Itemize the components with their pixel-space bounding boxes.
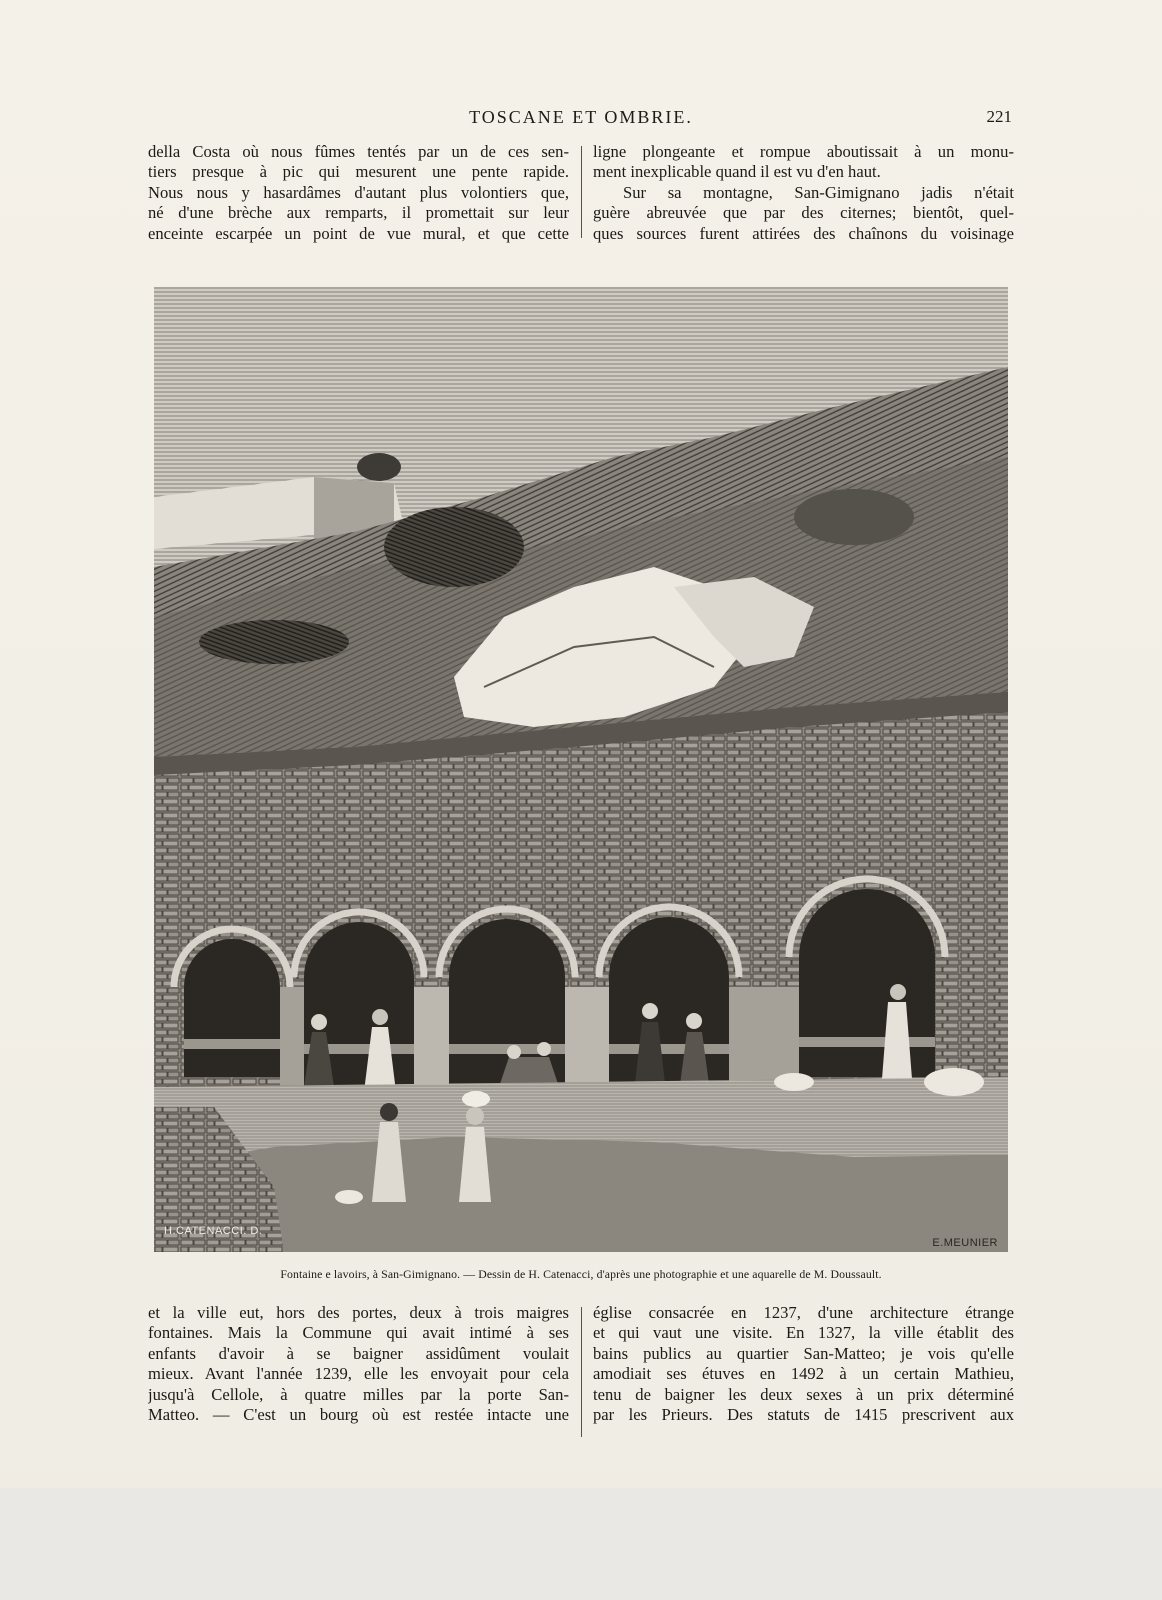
text-line: enceinte escarpée un point de vue mural, et que cette: [148, 223, 569, 243]
text-line: ques sources furent attirées des chaînons du voisinage: [593, 223, 1014, 243]
text-line: enfants d'avoir à se baigner assidûment voulait: [148, 1343, 569, 1363]
text-line: ligne plongeante et rompue aboutissait à un monu-: [593, 142, 1014, 161]
running-head: TOSCANE ET OMBRIE.: [469, 107, 693, 127]
text-line: fontaines. Mais la Commune qui avait intimé à ses: [148, 1323, 569, 1343]
text-line: tenu de baigner les deux sexes à un prix déterminé: [593, 1384, 1014, 1404]
text-line: bains publics au quartier San-Matteo; je vois qu'elle: [593, 1343, 1014, 1363]
page-header: [150, 105, 1012, 133]
text-line: Nous nous y hasardâmes d'autant plus volontiers que,: [148, 182, 569, 202]
artist-signature: H.CATENACCI. D.: [164, 1225, 263, 1237]
engraving-figure: [154, 287, 1008, 1252]
text-line: par les Prieurs. Des statuts de 1415 prescrivent aux: [593, 1404, 1014, 1424]
bottom-left-column: [148, 1303, 569, 1425]
bottom-right-column: [593, 1303, 1014, 1425]
top-text-block: [148, 142, 1014, 248]
engraver-signature: E.MEUNIER: [932, 1237, 998, 1249]
text-line: Sur sa montagne, San-Gimignano jadis n'était: [623, 182, 1014, 202]
text-line: église consacrée en 1237, d'une architecture étrange: [593, 1303, 1014, 1322]
text-line: jusqu'à Cellole, à quatre milles par la porte San-: [148, 1384, 569, 1404]
top-right-column: [593, 142, 1014, 244]
text-line: amodiait ses étuves en 1492 à un certain Mathieu,: [593, 1364, 1014, 1384]
figure-caption: Fontaine e lavoirs, à San-Gimignano. — Dessin de H. Catenacci, d'après une photographie et une aquarelle de M. Doussault.: [280, 1267, 882, 1281]
column-rule: [581, 1307, 582, 1437]
text-line: Matteo. — C'est un bourg où est restée intacte une: [148, 1404, 569, 1424]
text-line: mieux. Avant l'année 1239, elle les envoyait pour cela: [148, 1364, 569, 1384]
engraving-illustration: [154, 287, 1008, 1252]
text-line: guère abreuvée que par des citernes; bientôt, quel-: [593, 203, 1014, 223]
text-line: et qui vaut une visite. En 1327, la ville établit des: [593, 1323, 1014, 1343]
bottom-text-block: [148, 1303, 1014, 1443]
text-line: della Costa où nous fûmes tentés par un de ces sen-: [148, 142, 569, 161]
column-rule: [581, 146, 582, 238]
text-line: et la ville eut, hors des portes, deux à trois maigres: [148, 1303, 569, 1322]
top-left-column: [148, 142, 569, 244]
text-line: ment inexplicable quand il est vu d'en haut.: [593, 162, 881, 182]
text-line: né d'une brèche aux remparts, il promettait sur leur: [148, 203, 569, 223]
page-bottom-band: [0, 1488, 1162, 1600]
text-line: tiers presque à pic qui mesurent une pente rapide.: [148, 162, 569, 182]
page-number: 221: [986, 107, 1012, 126]
